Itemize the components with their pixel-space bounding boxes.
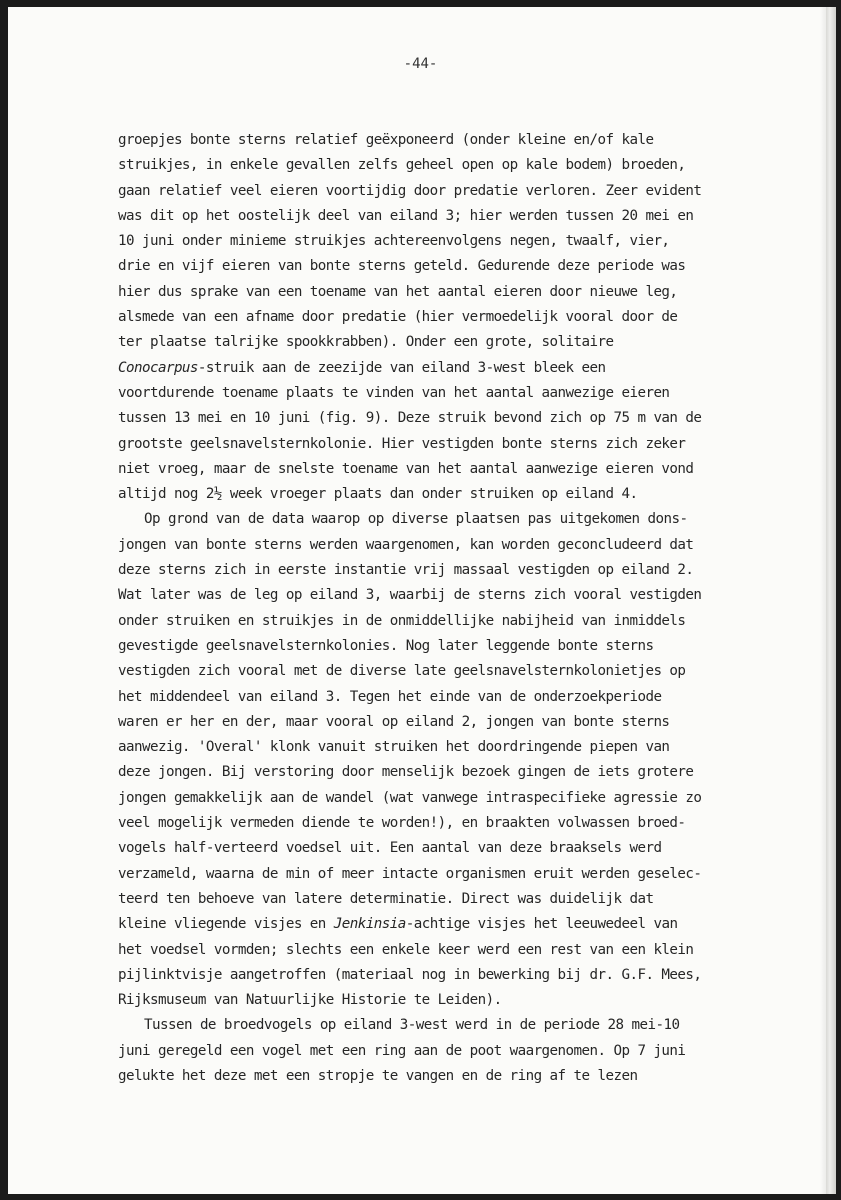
text-line: deze sterns zich in eerste instantie vrij massaal vestigden op eiland 2. (118, 562, 694, 579)
text-line: gelukte het deze met een stropje te vangen en de ring af te lezen (118, 1067, 638, 1084)
text-line: het middendeel van eiland 3. Tegen het einde van de onderzoekperiode (118, 688, 662, 705)
text-line: veel mogelijk vermeden diende te worden!), en braakten volwassen broed- (118, 815, 686, 832)
text-line: teerd ten behoeve van latere determinatie. Direct was duidelijk dat (118, 890, 654, 907)
text-line: het voedsel vormden; slechts een enkele keer werd een rest van een klein (118, 941, 694, 958)
text-line: grootste geelsnavelsternkolonie. Hier vestigden bonte sterns zich zeker (118, 435, 686, 452)
body-text (118, 128, 758, 1089)
scientific-name: Conocarpus (118, 359, 198, 376)
text-line: hier dus sprake van een toename van het aantal eieren door nieuwe leg, (118, 283, 678, 300)
text-line: waren er her en der, maar vooral op eiland 2, jongen van bonte sterns (118, 713, 670, 730)
text-line: Op grond van de data waarop op diverse plaatsen pas uitgekomen dons- (144, 511, 688, 528)
text-line: aanwezig. 'Overal' klonk vanuit struiken het doordringende piepen van (118, 739, 670, 756)
text-line: kleine vliegende visjes en Jenkinsia-achtige visjes het leeuwedeel van (118, 916, 678, 933)
text-line: Wat later was de leg op eiland 3, waarbij de sterns zich vooral vestigden (118, 587, 702, 604)
text-line: gevestigde geelsnavelsternkolonies. Nog later leggende bonte sterns (118, 637, 654, 654)
text-line: jongen van bonte sterns werden waargenomen, kan worden geconcludeerd dat (118, 536, 694, 553)
text-line: ter plaatse talrijke spookkrabben). Onder een grote, solitaire (118, 334, 614, 351)
text-line: alsmede van een afname door predatie (hier vermoedelijk vooral door de (118, 309, 678, 326)
text-line: drie en vijf eieren van bonte sterns geteld. Gedurende deze periode was (118, 258, 686, 275)
paragraph (118, 507, 758, 1013)
scientific-name: Jenkinsia (333, 916, 406, 933)
text-line: was dit op het oostelijk deel van eiland 3; hier werden tussen 20 mei en (118, 207, 694, 224)
text-line: tussen 13 mei en 10 juni (fig. 9). Deze struik bevond zich op 75 m van de (118, 410, 702, 427)
text-line: verzameld, waarna de min of meer intacte organismen eruit werden geselec- (118, 865, 702, 882)
text-line: struikjes, in enkele gevallen zelfs geheel open op kale bodem) broeden, (118, 157, 686, 174)
text-line: deze jongen. Bij verstoring door menselijk bezoek gingen de iets grotere (118, 764, 694, 781)
text-line: groepjes bonte sterns relatief geëxponeerd (onder kleine en/of kale (118, 132, 654, 148)
text-line: voortdurende toename plaats te vinden van het aantal aanwezige eieren (118, 384, 670, 401)
text-line: Conocarpus-struik aan de zeezijde van eiland 3-west bleek een (118, 359, 606, 376)
page-edge (826, 7, 836, 1194)
text-line: vestigden zich vooral met de diverse late geelsnavelsternkolonietjes op (118, 663, 686, 680)
text-line: Rijksmuseum van Natuurlijke Historie te Leiden). (118, 992, 502, 1009)
paragraph (118, 1013, 758, 1089)
text-line: Tussen de broedvogels op eiland 3-west werd in de periode 28 mei-10 (144, 1017, 680, 1034)
text-line: onder struiken en struikjes in de onmiddellijke nabijheid van inmiddels (118, 612, 686, 629)
paragraph (118, 128, 758, 507)
text-line: jongen gemakkelijk aan de wandel (wat vanwege intraspecifieke agressie zo (118, 789, 702, 806)
text-line: altijd nog 2½ week vroeger plaats dan onder struiken op eiland 4. (118, 486, 638, 503)
page-number: -44- (403, 56, 438, 72)
text-line: 10 juni onder minieme struikjes achtereenvolgens negen, twaalf, vier, (118, 233, 670, 250)
text-line: pijlinktvisje aangetroffen (materiaal nog in bewerking bij dr. G.F. Mees, (118, 966, 702, 983)
text-line: vogels half-verteerd voedsel uit. Een aantal van deze braaksels werd (118, 840, 662, 857)
text-line: niet vroeg, maar de snelste toename van het aantal aanwezige eieren vond (118, 460, 694, 477)
text-line: juni geregeld een vogel met een ring aan de poot waargenomen. Op 7 juni (118, 1042, 686, 1059)
text-line: gaan relatief veel eieren voortijdig door predatie verloren. Zeer evident (118, 182, 702, 199)
